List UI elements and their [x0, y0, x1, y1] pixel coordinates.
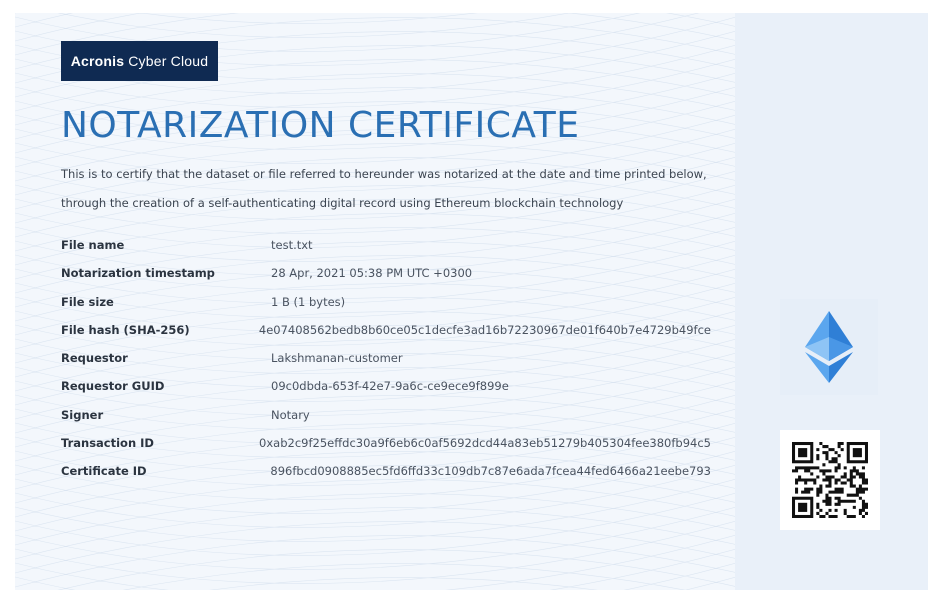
certificate-title: NOTARIZATION CERTIFICATE [61, 105, 580, 146]
certificate [15, 13, 928, 590]
field-value: 0xab2c9f25effdc30a9f6eb6c0af5692dcd44a83eb51279b405304fee380fb94c5 [259, 435, 711, 450]
field-row [61, 372, 711, 400]
ethereum-badge [780, 299, 878, 395]
logo [61, 41, 218, 81]
field-value: Lakshmanan-customer [271, 351, 403, 366]
qr-code-icon [792, 442, 868, 518]
qr-code[interactable] [780, 430, 880, 530]
intro-line-1: This is to certify that the dataset or file referred to hereunder was notarized at the date and time printed below, [61, 167, 707, 181]
field-label: Signer [61, 407, 104, 422]
field-row [61, 429, 711, 457]
field-row [61, 401, 711, 429]
field-label: Requestor GUID [61, 379, 165, 394]
field-label: Certificate ID [61, 464, 147, 479]
field-label: Transaction ID [61, 435, 154, 450]
field-value: 896fbcd0908885ec5fd6ffd33c109db7c87e6ada7fcea44fed6466a21eebe793 [270, 464, 711, 479]
field-value: 09c0dbda-653f-42e7-9a6c-ce9ece9f899e [271, 379, 509, 394]
field-row [61, 344, 711, 372]
ethereum-icon [805, 311, 853, 383]
field-row [61, 259, 711, 287]
logo-product: Cyber Cloud [128, 53, 209, 69]
field-row [61, 457, 711, 485]
certificate-fields [61, 231, 711, 485]
intro-line-2: through the creation of a self-authenticating digital record using Ethereum blockchain technology [61, 196, 624, 210]
field-value: 1 B (1 bytes) [271, 294, 346, 309]
field-row [61, 231, 711, 259]
field-label: File size [61, 294, 114, 309]
field-label: Requestor [61, 351, 128, 366]
field-row [61, 316, 711, 344]
field-label: File name [61, 238, 125, 253]
field-row [61, 288, 711, 316]
field-label: File hash (SHA-256) [61, 322, 190, 337]
field-label: Notarization timestamp [61, 266, 215, 281]
field-value: 28 Apr, 2021 05:38 PM UTC +0300 [271, 266, 473, 281]
field-value: test.txt [271, 238, 313, 253]
logo-brand: Acronis [70, 53, 125, 69]
field-value: Notary [271, 407, 310, 422]
field-value: 4e07408562bedb8b60ce05c1decfe3ad16b72230967de01f640b7e4729b49fce [258, 322, 711, 337]
